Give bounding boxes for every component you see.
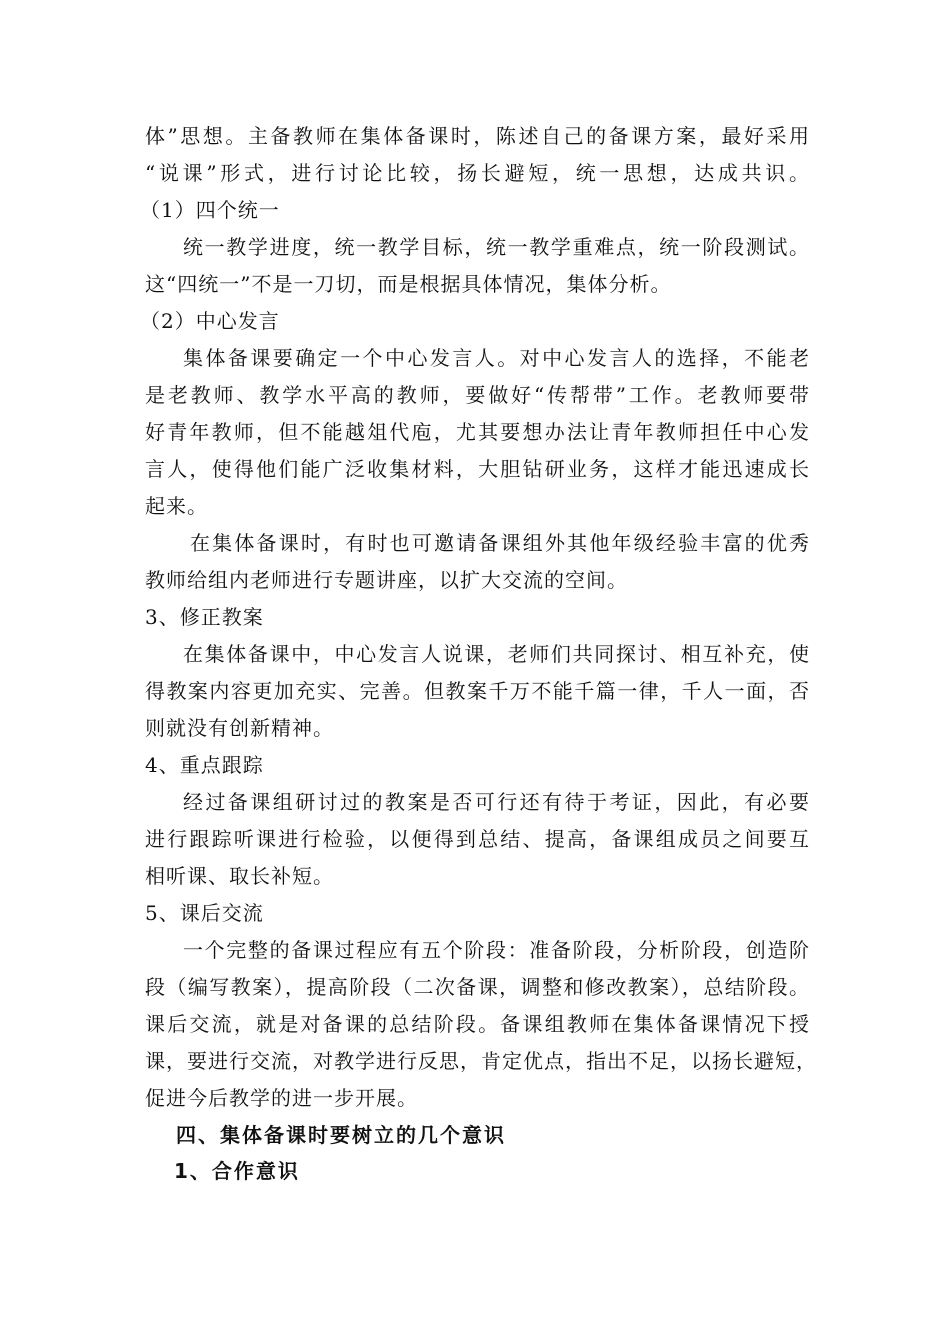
text-line: 在集体备课中，中心发言人说课，老师们共同探讨、相互补充，使 <box>183 642 810 666</box>
text-line: 起来。 <box>145 494 208 518</box>
text-line: 则就没有创新精神。 <box>145 716 334 740</box>
text-line: “说课”形式，进行讨论比较，扬长避短，统一思想，达成共识。 <box>145 161 810 185</box>
text-line: 集体备课要确定一个中心发言人。对中心发言人的选择，不能老 <box>183 346 810 370</box>
text-line: 进行跟踪听课进行检验，以便得到总结、提高，备课组成员之间要互 <box>145 827 810 851</box>
text-line: 体”思想。主备教师在集体备课时，陈述自己的备课方案，最好采用 <box>145 124 810 148</box>
text-line: 课后交流，就是对备课的总结阶段。备课组教师在集体备课情况下授 <box>145 1012 810 1036</box>
subheading: （2）中心发言 <box>140 309 280 333</box>
text-line: 段（编写教案），提高阶段（二次备课，调整和修改教案），总结阶段。 <box>145 975 810 999</box>
section-heading: 1、合作意识 <box>174 1159 300 1183</box>
section-heading: 5、课后交流 <box>145 901 264 925</box>
text-line: 得教案内容更加充实、完善。但教案千万不能千篇一律，千人一面，否 <box>145 679 810 703</box>
text-line: 促进今后教学的进一步开展。 <box>145 1086 418 1110</box>
text-line: 经过备课组研讨过的教案是否可行还有待于考证，因此，有必要 <box>183 790 810 814</box>
text-line: 一个完整的备课过程应有五个阶段：准备阶段，分析阶段，创造阶 <box>183 938 810 962</box>
section-heading: 3、修正教案 <box>145 605 264 629</box>
text-line: 在集体备课时，有时也可邀请备课组外其他年级经验丰富的优秀 <box>190 531 810 555</box>
section-heading: 4、重点跟踪 <box>145 753 264 777</box>
text-line: 这“四统一”不是一刀切，而是根据具体情况，集体分析。 <box>145 272 672 296</box>
text-line: 好青年教师，但不能越俎代庖，尤其要想办法让青年教师担任中心发 <box>145 420 810 444</box>
text-line: 教师给组内老师进行专题讲座，以扩大交流的空间。 <box>145 568 628 592</box>
chapter-heading: 四、集体备课时要树立的几个意识 <box>176 1123 506 1147</box>
text-line: 是老教师、教学水平高的教师，要做好“传帮带”工作。老教师要带 <box>145 383 810 407</box>
text-line: 课，要进行交流，对教学进行反思，肯定优点，指出不足，以扬长避短， <box>145 1049 817 1073</box>
subheading: （1）四个统一 <box>140 198 280 222</box>
text-line: 言人，使得他们能广泛收集材料，大胆钻研业务，这样才能迅速成长 <box>145 457 810 481</box>
text-line: 相听课、取长补短。 <box>145 864 334 888</box>
text-line: 统一教学进度，统一教学目标，统一教学重难点，统一阶段测试。 <box>183 235 810 259</box>
